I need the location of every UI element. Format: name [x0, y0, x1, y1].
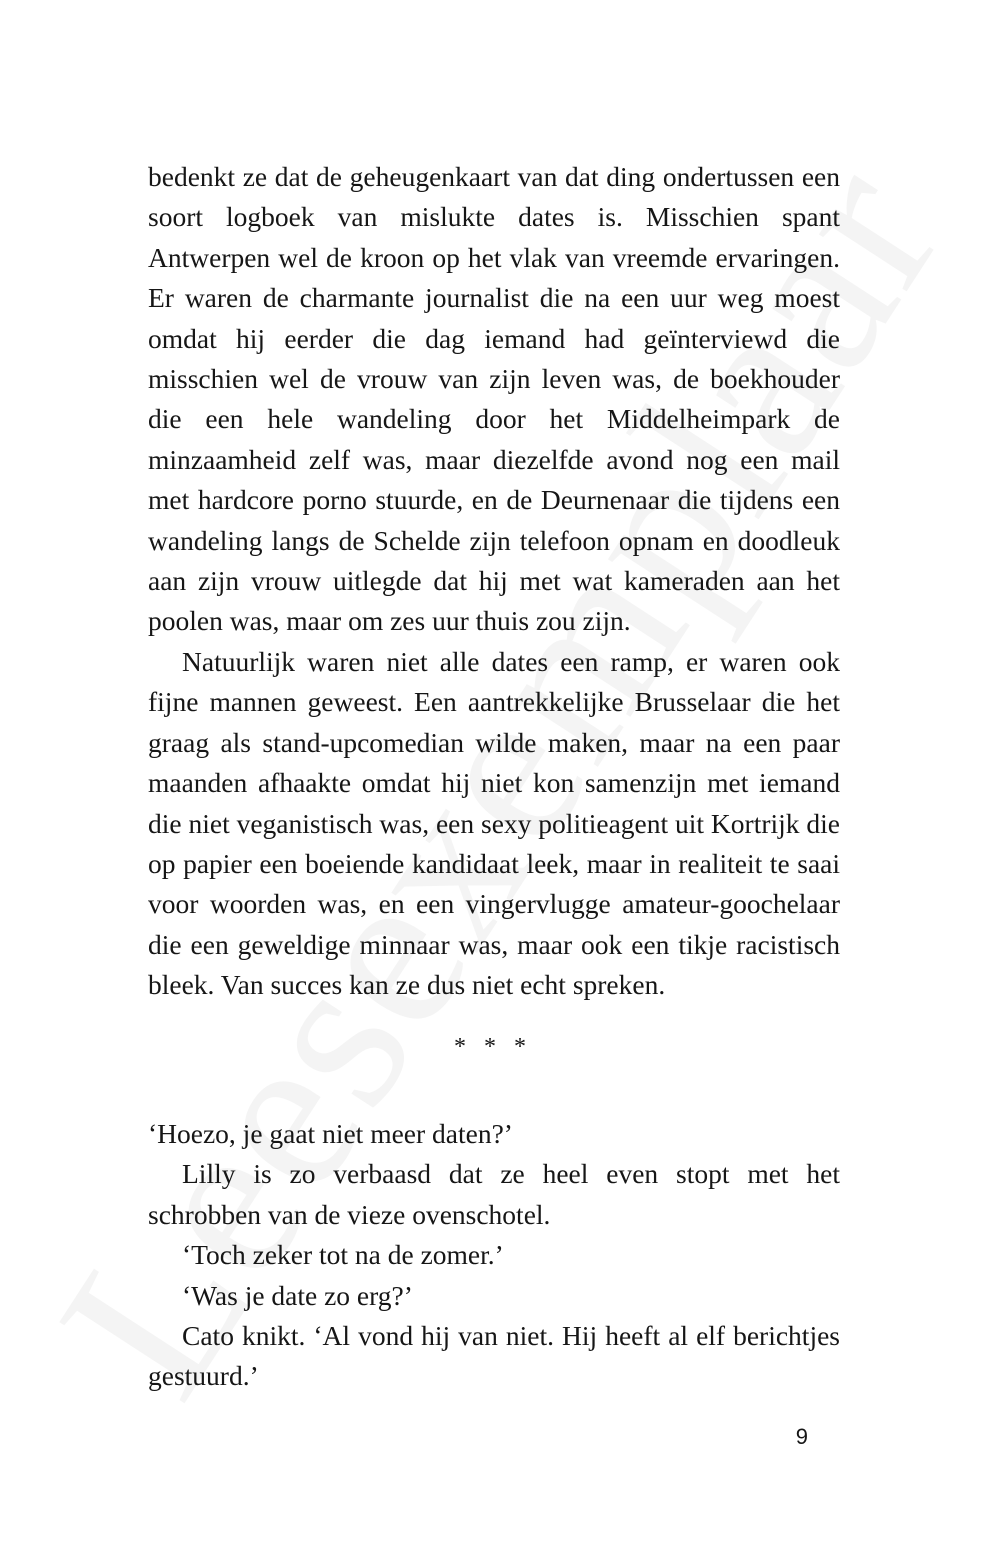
paragraph: ‘Was je date zo erg?’	[182, 1279, 413, 1311]
body-text-bottom	[148, 1114, 840, 1397]
body-text-top	[148, 157, 840, 1006]
paragraph: Natuurlijk waren niet alle dates een ramp, er waren ook fijne mannen geweest. Een aantrekkelijke Brusselaar die het graag als stand-upcomedian wilde maken, maar na een paar maanden afhaakte omdat hij niet kon samenzijn met iemand die niet veganistisch was, een sexy politieagent uit Kortrijk die op papier een boeiende kandidaat leek, maar in realiteit te saai voor woorden was, en een vingervlugge amateur-goochelaar die een geweldige minnaar was, maar ook een tikje racistisch bleek. Van succes kan ze dus niet echt spreken.	[148, 645, 840, 1001]
paragraph: ‘Hoezo, je gaat niet meer daten?’	[148, 1118, 513, 1149]
paragraph: Cato knikt. ‘Al vond hij van niet. Hij heeft al elf berichtjes gestuurd.’	[148, 1320, 840, 1392]
paragraph: Lilly is zo verbaasd dat ze heel even stopt met het schrobben van de vieze ovenschotel.	[148, 1158, 840, 1230]
paragraph: bedenkt ze dat de geheugenkaart van dat ding ondertussen een soort logboek van mislukte dates is. Misschien spant Antwerpen wel de kroon op het vlak van vreemde ervaringen. Er waren de charmante journalist die na een uur weg moest omdat hij eerder die dag iemand had geïnterviewd die misschien wel de vrouw van zijn leven was, de boekhouder die een hele wandeling door het Middelheimpark de minzaamheid zelf was, maar diezelfde avond nog een mail met hardcore porno stuurde, en de Deurnenaar die tijdens een wandeling langs de Schelde zijn telefoon opnam en doodleuk aan zijn vrouw uitlegde dat hij met wat kameraden aan het poolen was, maar om zes uur thuis zou zijn.	[148, 161, 840, 637]
paragraph: ‘Toch zeker tot na de zomer.’	[182, 1239, 504, 1271]
page-number: 9	[795, 1424, 808, 1449]
section-separator: * * *	[454, 1034, 532, 1060]
